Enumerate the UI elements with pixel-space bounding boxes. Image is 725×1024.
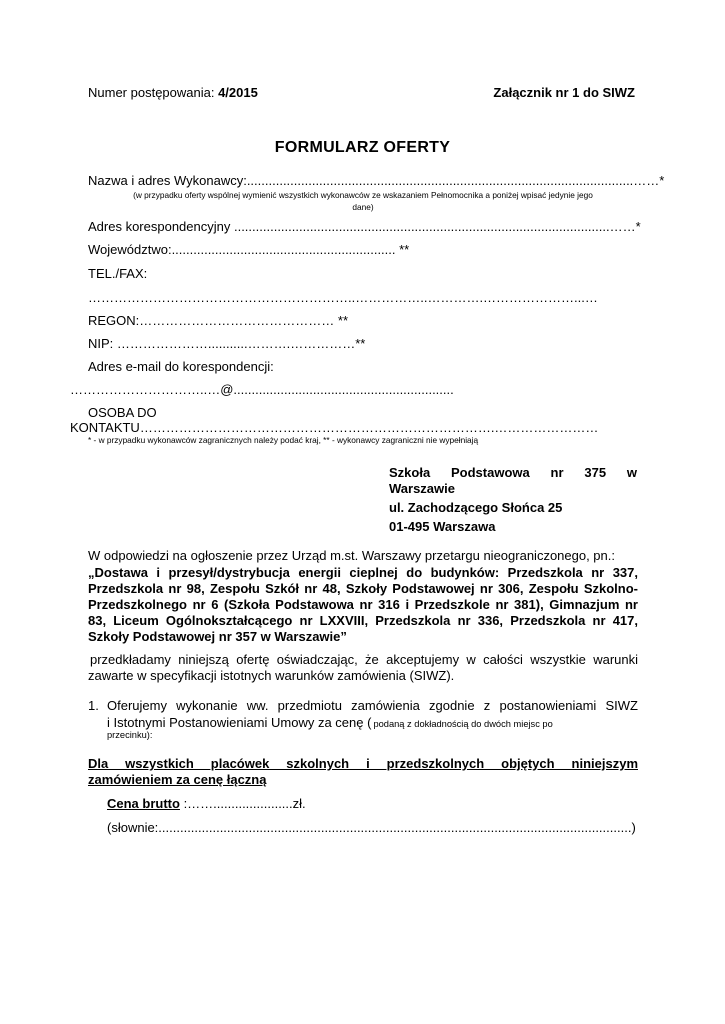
contractor-note-1: (w przypadku oferty wspólnej wymienić wszystkich wykonawców ze wskazaniem Pełnomocnika a poniżej wpisać jedynie jego: [133, 190, 593, 200]
declaration-line-2: zawarte w specyfikacji istotnych warunków zamówienia (SIWZ).: [88, 668, 455, 683]
tender-name-line-4: 83, Liceum Ogólnokształcącego nr LXXVIII, Przedszkola nr 336, Przedszkola nr 417,: [88, 613, 638, 628]
contact-person-field[interactable]: KONTAKTU……………………………………………………………………….……………………: [70, 420, 599, 435]
tender-name-line-1: „Dostawa i przesył/dystrybucja energii cieplnej do budynków: Przedszkola nr 337,: [88, 565, 638, 580]
telfax-label: TEL./FAX:: [88, 266, 148, 281]
section-heading-line-1: Dla wszystkich placówek szkolnych i przedszkolnych objętych niniejszym: [88, 756, 638, 771]
proceeding-number: 4/2015: [218, 85, 258, 100]
nip-field[interactable]: NIP: …………………...........……….……………**: [88, 336, 366, 351]
item-number: 1.: [88, 698, 99, 713]
item-1-line-2-main: i Istotnymi Postanowieniami Umowy za cenę (: [107, 715, 372, 730]
regon-field[interactable]: REGON:……………………………………… **: [88, 313, 349, 328]
email-label: Adres e-mail do korespondencji:: [88, 359, 274, 374]
tender-name-line-3: Przedszkolnego nr 6 (Szkoła Podstawowa nr 316 i Przedszkole nr 381), Gimnazjum nr: [88, 597, 638, 612]
recipient-postal-city: 01-495 Warszawa: [389, 519, 496, 534]
proceeding-number-line: [88, 85, 258, 100]
declaration-line-1: przedkładamy niniejszą ofertę oświadczając, że akceptujemy w całości wszystkie warunki: [90, 652, 638, 667]
contact-person-label: OSOBA DO: [88, 405, 157, 420]
page-title: FORMULARZ OFERTY: [274, 139, 451, 156]
correspondence-address-field[interactable]: Adres korespondencyjny ........................................................................................................……*: [88, 219, 641, 234]
price-in-words-field[interactable]: (słownie:...................................................................................................................................): [107, 820, 636, 835]
recipient-street: ul. Zachodzącego Słońca 25: [389, 500, 563, 515]
item-1-line-1: Oferujemy wykonanie ww. przedmiotu zamówienia zgodnie z postanowieniami SIWZ: [107, 698, 638, 713]
tender-name-line-2: Przedszkola nr 98, Zespołu Szkół nr 48, Szkoły Podstawowej nr 306, Zespołu Szkolno-: [88, 581, 638, 596]
gross-price-label: Cena brutto: [107, 796, 180, 811]
attachment-label: Załącznik nr 1 do SIWZ: [493, 85, 635, 100]
item-1-line-2-small: podaną z dokładnością do dwóch miejsc po: [373, 719, 553, 729]
gross-price-line[interactable]: [107, 796, 306, 811]
gross-price-field[interactable]: :……......................zł.: [179, 796, 306, 811]
email-field[interactable]: …………………………..…@.............................................................: [70, 382, 454, 397]
recipient-line-1: Szkoła Podstawowa nr 375 w: [389, 465, 637, 480]
footnote: * - w przypadku wykonawców zagranicznych należy podać kraj, ** - wykonawcy zagraniczni nie wypełniają: [88, 435, 479, 445]
item-1-line-3: przecinku):: [107, 730, 153, 740]
proceeding-label: Numer postępowania:: [88, 85, 219, 100]
tender-name-line-5: Szkoły Podstawowej nr 357 w Warszawie”: [88, 629, 347, 644]
telfax-field[interactable]: ……………………………………………………..……………..………….…………………...…: [88, 290, 598, 305]
section-heading-line-2: zamówieniem za cenę łączną: [88, 772, 267, 787]
voivodeship-field[interactable]: Województwo:.............................................................. **: [88, 242, 410, 257]
contractor-note-2: dane): [352, 202, 374, 212]
item-1-line-2: [107, 714, 638, 732]
contractor-field[interactable]: Nazwa i adres Wykonawcy:...........................................................................................................……*: [88, 173, 665, 188]
intro-lead: W odpowiedzi na ogłoszenie przez Urząd m.st. Warszawy przetargu nieograniczonego, pn.:: [88, 548, 615, 563]
recipient-line-2: Warszawie: [389, 481, 455, 496]
